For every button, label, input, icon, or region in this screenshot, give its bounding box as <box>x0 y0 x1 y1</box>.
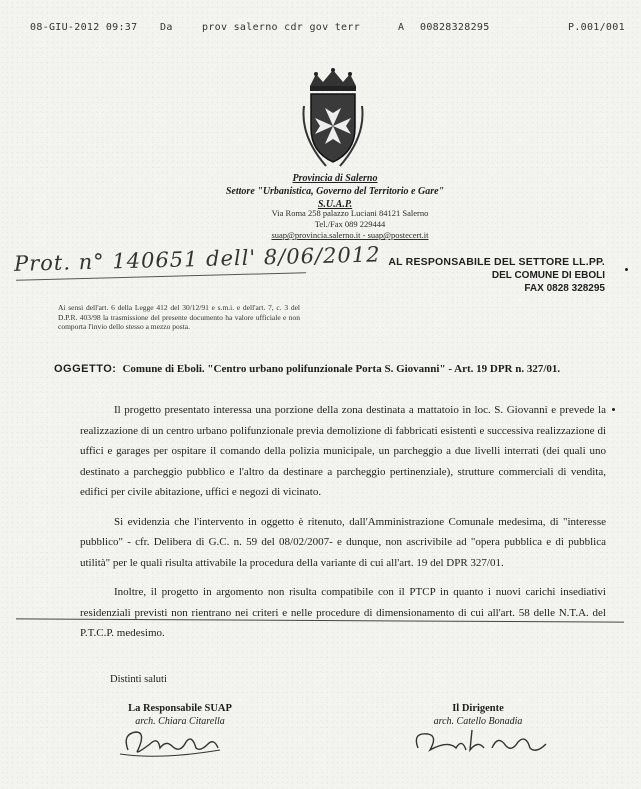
organization-contacts <box>230 208 470 241</box>
recipient-line-1: AL RESPONSABILE DEL SETTORE LL.PP. <box>388 256 605 268</box>
organization-telfax: Tel./Fax 089 229444 <box>314 219 386 229</box>
organization-office: S.U.A.P. <box>317 199 353 210</box>
recipient-block <box>350 256 605 295</box>
subject-label: OGGETTO: <box>54 363 117 375</box>
fax-to-label: A <box>398 22 405 33</box>
recipient-line-3: FAX 0828 328295 <box>524 283 605 294</box>
signatory-right-title: Il Dirigente <box>452 703 504 714</box>
body-paragraph-1: Il progetto presentato interessa una porzione della zona destinata a mattatoio in loc. S. Giovanni e prevede la realizzazione di un centro urbano polifunzionale previa demolizione di fabbricati esistenti e successiva realizzazione di uffici e garages per ospitare il comando della polizia municipale, un parcheggio a due livelli interrati (dei quali uno destinato a parcheggio pubblico e l'altro da destinare a parcheggio pertinenziale), strutture commerciali di vendita, edifici per civile abitazione, uffici e negozi di vicinato. <box>80 404 606 498</box>
organization-sector: Settore "Urbanistica, Governo del Territorio e Gare" <box>225 186 445 197</box>
signatory-right <box>388 702 568 728</box>
legal-transmission-note: Ai sensi dell'art. 6 della Legge 412 del 30/12/91 e s.m.i. e dell'art. 7, c. 3 del D.P.R. 403/98 la trasmissione del presente documento ha valore ufficiale e non comporta l'invio dello stesso a mezzo posta. <box>58 303 300 331</box>
closing-salutation: Distinti saluti <box>110 674 167 685</box>
margin-dot-2 <box>612 408 615 411</box>
margin-dot <box>625 268 628 271</box>
signatory-right-name: arch. Catello Bonadia <box>433 716 523 727</box>
handwritten-signature-right-icon <box>408 720 558 760</box>
organization-heading <box>180 172 490 211</box>
provincial-emblem-icon <box>296 66 370 170</box>
subject-text: Comune di Eboli. "Centro urbano polifunzionale Porta S. Giovanni" - Art. 19 DPR n. 327/01. <box>122 363 561 375</box>
organization-address: Via Roma 258 palazzo Luciani 84121 Salerno <box>271 208 429 218</box>
fax-date-time: 08-GIU-2012 09:37 <box>30 22 138 33</box>
fax-page-count: P.001/001 <box>568 22 625 33</box>
signatory-left <box>90 702 270 728</box>
body-paragraph-2: Si evidenzia che l'intervento in oggetto è ritenuto, dall'Amministrazione Comunale medesima, di "interesse pubblico" - cfr. Delibera di G.C. n. 59 del 08/02/2007- e dunque, non ascrivibile ad "opera pubblica e di pubblica utilità" per le quali risulta attivabile la procedura della variante di cui all'art. 19 del DPR 327/01. <box>80 515 606 569</box>
signatory-left-name: arch. Chiara Citarella <box>135 716 225 727</box>
fax-sender: prov salerno cdr gov terr <box>202 22 361 33</box>
handwritten-protocol-number: Prot. n° 140651 dell' 8/06/2012 <box>13 242 381 276</box>
organization-email: suap@provincia.salerno.it - suap@postecert.it <box>271 230 429 240</box>
recipient-line-2: DEL COMUNE DI EBOLI <box>491 270 605 281</box>
letter-body <box>80 400 606 653</box>
organization-name: Provincia di Salerno <box>292 173 378 184</box>
subject-line <box>54 362 599 376</box>
signatory-left-title: La Responsabile SUAP <box>128 703 232 714</box>
fax-from-label: Da <box>160 22 173 33</box>
fax-number: 00828328295 <box>420 22 490 33</box>
body-paragraph-3: Inoltre, il progetto in argomento non risulta compatibile con il PTCP in quanto i nuovi carichi insediativi residenziali previsti non rientrano nei criteri e nelle procedure di dimensionamento di cui all'art. 58 delle N.T.A. del P.T.C.P. medesimo. <box>80 586 606 639</box>
handwritten-signature-left-icon <box>100 720 250 760</box>
